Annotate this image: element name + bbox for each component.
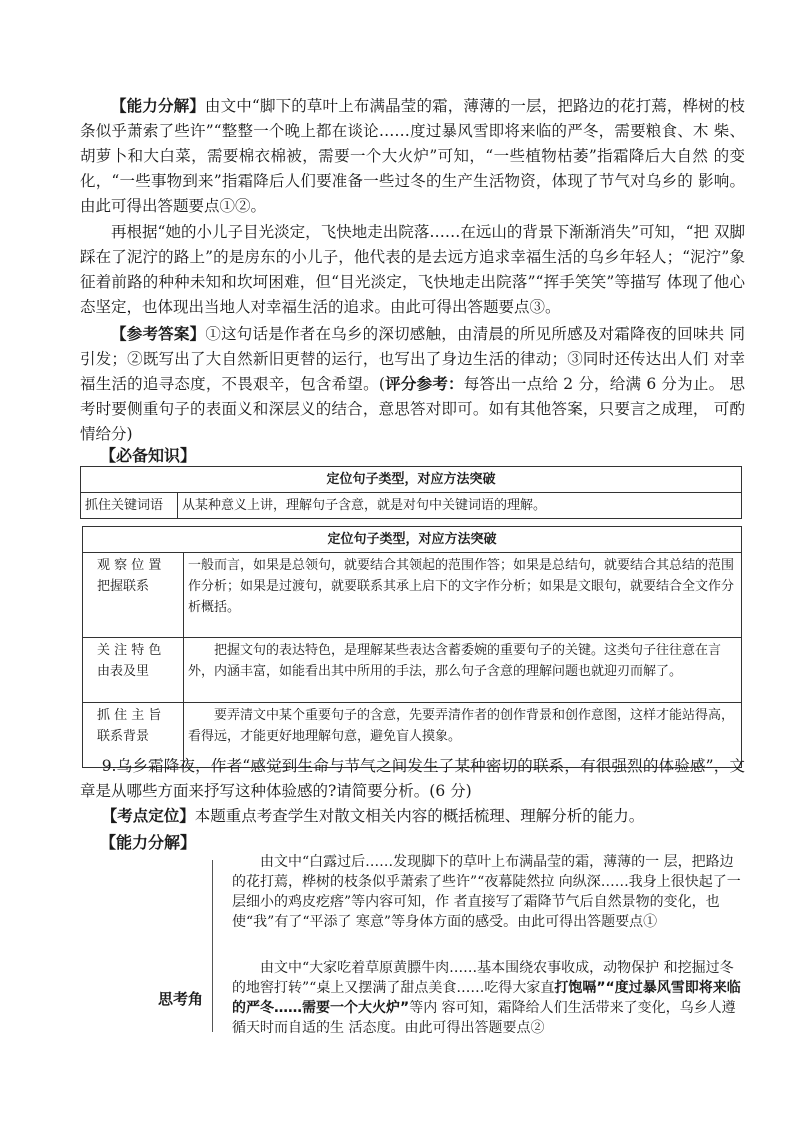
question-9: 9.乌乡霜降夜，作者“感觉到生命与节气之间发生了某种密切的联系，有很强烈的体验感”，文章是从哪些方面来抒写这种体验感的?请简要分析。(6 分) — [80, 757, 745, 800]
thinking-block-2-a: 由文中“大家吃着草原黄膘牛肉……基本围绕农事收成，动物保护 和挖掘过冬的地窖打转”“桌上又摆满了甜点美食……吃得大家直 — [232, 960, 734, 996]
reference-answer-label: 【参考答案】 — [111, 325, 206, 343]
key-words-table-header: 定位句子类型，对应方法突破 — [81, 467, 742, 493]
ability-analysis-heading-2: 【能力分解】 — [100, 833, 197, 852]
essential-knowledge-heading: 【必备知识】 — [100, 446, 197, 465]
thinking-angle-label: 思考角 — [158, 990, 204, 1008]
scoring-reference-label: 评分参考： — [384, 375, 464, 393]
method-row-label-position: 观 察 位 置 把握联系 — [83, 553, 184, 638]
method-table-header: 定位句子类型，对应方法突破 — [83, 527, 742, 553]
method-row-content-theme: 要弄清文中某个重要句子的含意，先要弄清作者的创作背景和创作意图，这样才能站得高，看得远，才能更好地理解句意，避免盲人摸象。 — [184, 703, 742, 768]
exam-point-label: 【考点定位】 — [101, 807, 195, 825]
key-words-table-content: 从某种意义上讲，理解句子含意，就是对句中关键词语的理解。 — [178, 493, 742, 519]
table-row — [83, 553, 742, 638]
further-analysis-paragraph — [80, 220, 745, 320]
further-analysis-text: 再根据“她的小儿子目光淡定，飞快地走出院落……在远山的背景下渐渐消失”可知，“把 双脚踩在了泥泞的路上”的是房东的小儿子，他代表的是去远方追求幸福生活的乌乡年轻人；“泥泞”象征着前路的种种未知和坎坷困难，但“目光淡定，飞快地走出院落”“挥手笑笑”等描写 体现了他心态坚定，也体现出当地人对幸福生活的追求。由此可得出答题要点③。 — [80, 223, 745, 316]
thinking-block-2-emphasis: 打饱嗝”“度过暴风雪即将来临的严冬……需要一个大火炉” — [232, 980, 741, 1016]
exam-point-paragraph — [80, 804, 745, 829]
exam-point-text: 本题重点考查学生对散文相关内容的概括梳理、理解分析的能力。 — [194, 807, 645, 825]
method-table — [82, 526, 742, 768]
method-row-label-theme: 抓 住 主 旨 联系背景 — [83, 703, 184, 768]
reference-answer-text: ①这句话是作者在乌乡的深切感触，由清晨的所见所感及对霜降夜的回味共 同引发；②既写出了大自然新旧更替的运行，也写出了身边生活的律动；③同时还传达出人们 对幸福生活的追寻态度，不畏艰辛，包含希望。( — [80, 325, 745, 393]
method-row-content-feature: 把握文句的表达特色，是理解某些表达含蓄委婉的重要句子的关键。这类句子往往意在言外，内涵丰富，如能看出其中所用的手法，那么句子含意的理解问题也就迎刃而解了。 — [184, 638, 742, 703]
scoring-reference-text: 每答出一点给 2 分，给满 6 分为止。 思考时要侧重句子的表面义和深层义的结合，意思答对即可。如有其他答案，只要言之成理， 可酌情给分) — [80, 375, 745, 443]
ability-analysis-text: 由文中“脚下的草叶上布满晶莹的霜，薄薄的一层，把路边的花打蔫，桦树的枝 条似乎萧索了些许”“整整一个晚上都在谈论……度过暴风雪即将来临的严冬，需要粮食、木 柴、胡萝卜和大白菜，需要棉衣棉被，需要一个大火炉”可知，“一些植物枯萎”指霜降后大自然 的变化，“一些事物到来”指霜降后人们要准备一些过冬的生产生活物资，体现了节气对乌乡的 影响。由此可得出答题要点①②。 — [80, 97, 745, 215]
key-words-table-label: 抓住关键词语 — [81, 493, 178, 519]
thinking-block-2-b: 等内 容可知，霜降给人们生活带来了变化，乌乡人遵循天时而自适的生 活态度。由此可得出答题要点② — [232, 1000, 736, 1036]
thinking-block-2 — [232, 958, 742, 1038]
ability-analysis-paragraph — [80, 94, 745, 219]
thinking-block-1: 由文中“白露过后……发现脚下的草叶上布满晶莹的霜，薄薄的一 层，把路边的花打蔫，桦树的枝条似乎萧索了些许”“夜幕陡然拉 向纵深……我身上很快起了一层细小的鸡皮疙瘩”等内容可知，作 者直接写了霜降节气后自然景物的变化，也使“我”有了“平添了 寒意”等身体方面的感受。由此可得出答题要点① — [232, 854, 741, 930]
method-row-content-position: 一般而言，如果是总领句，就要结合其领起的范围作答；如果是总结句，就要结合其总结的范围作分析；如果是过渡句，就要联系其承上启下的文字作分析；如果是文眼句，就要结合全文作分析概括。 — [184, 553, 742, 638]
method-row-label-feature: 关 注 特 色 由表及里 — [83, 638, 184, 703]
table-row — [83, 638, 742, 703]
ability-analysis-label: 【能力分解】 — [111, 97, 205, 115]
reference-answer-paragraph — [80, 322, 745, 447]
key-words-table — [80, 466, 742, 519]
thinking-brace — [212, 860, 227, 1032]
